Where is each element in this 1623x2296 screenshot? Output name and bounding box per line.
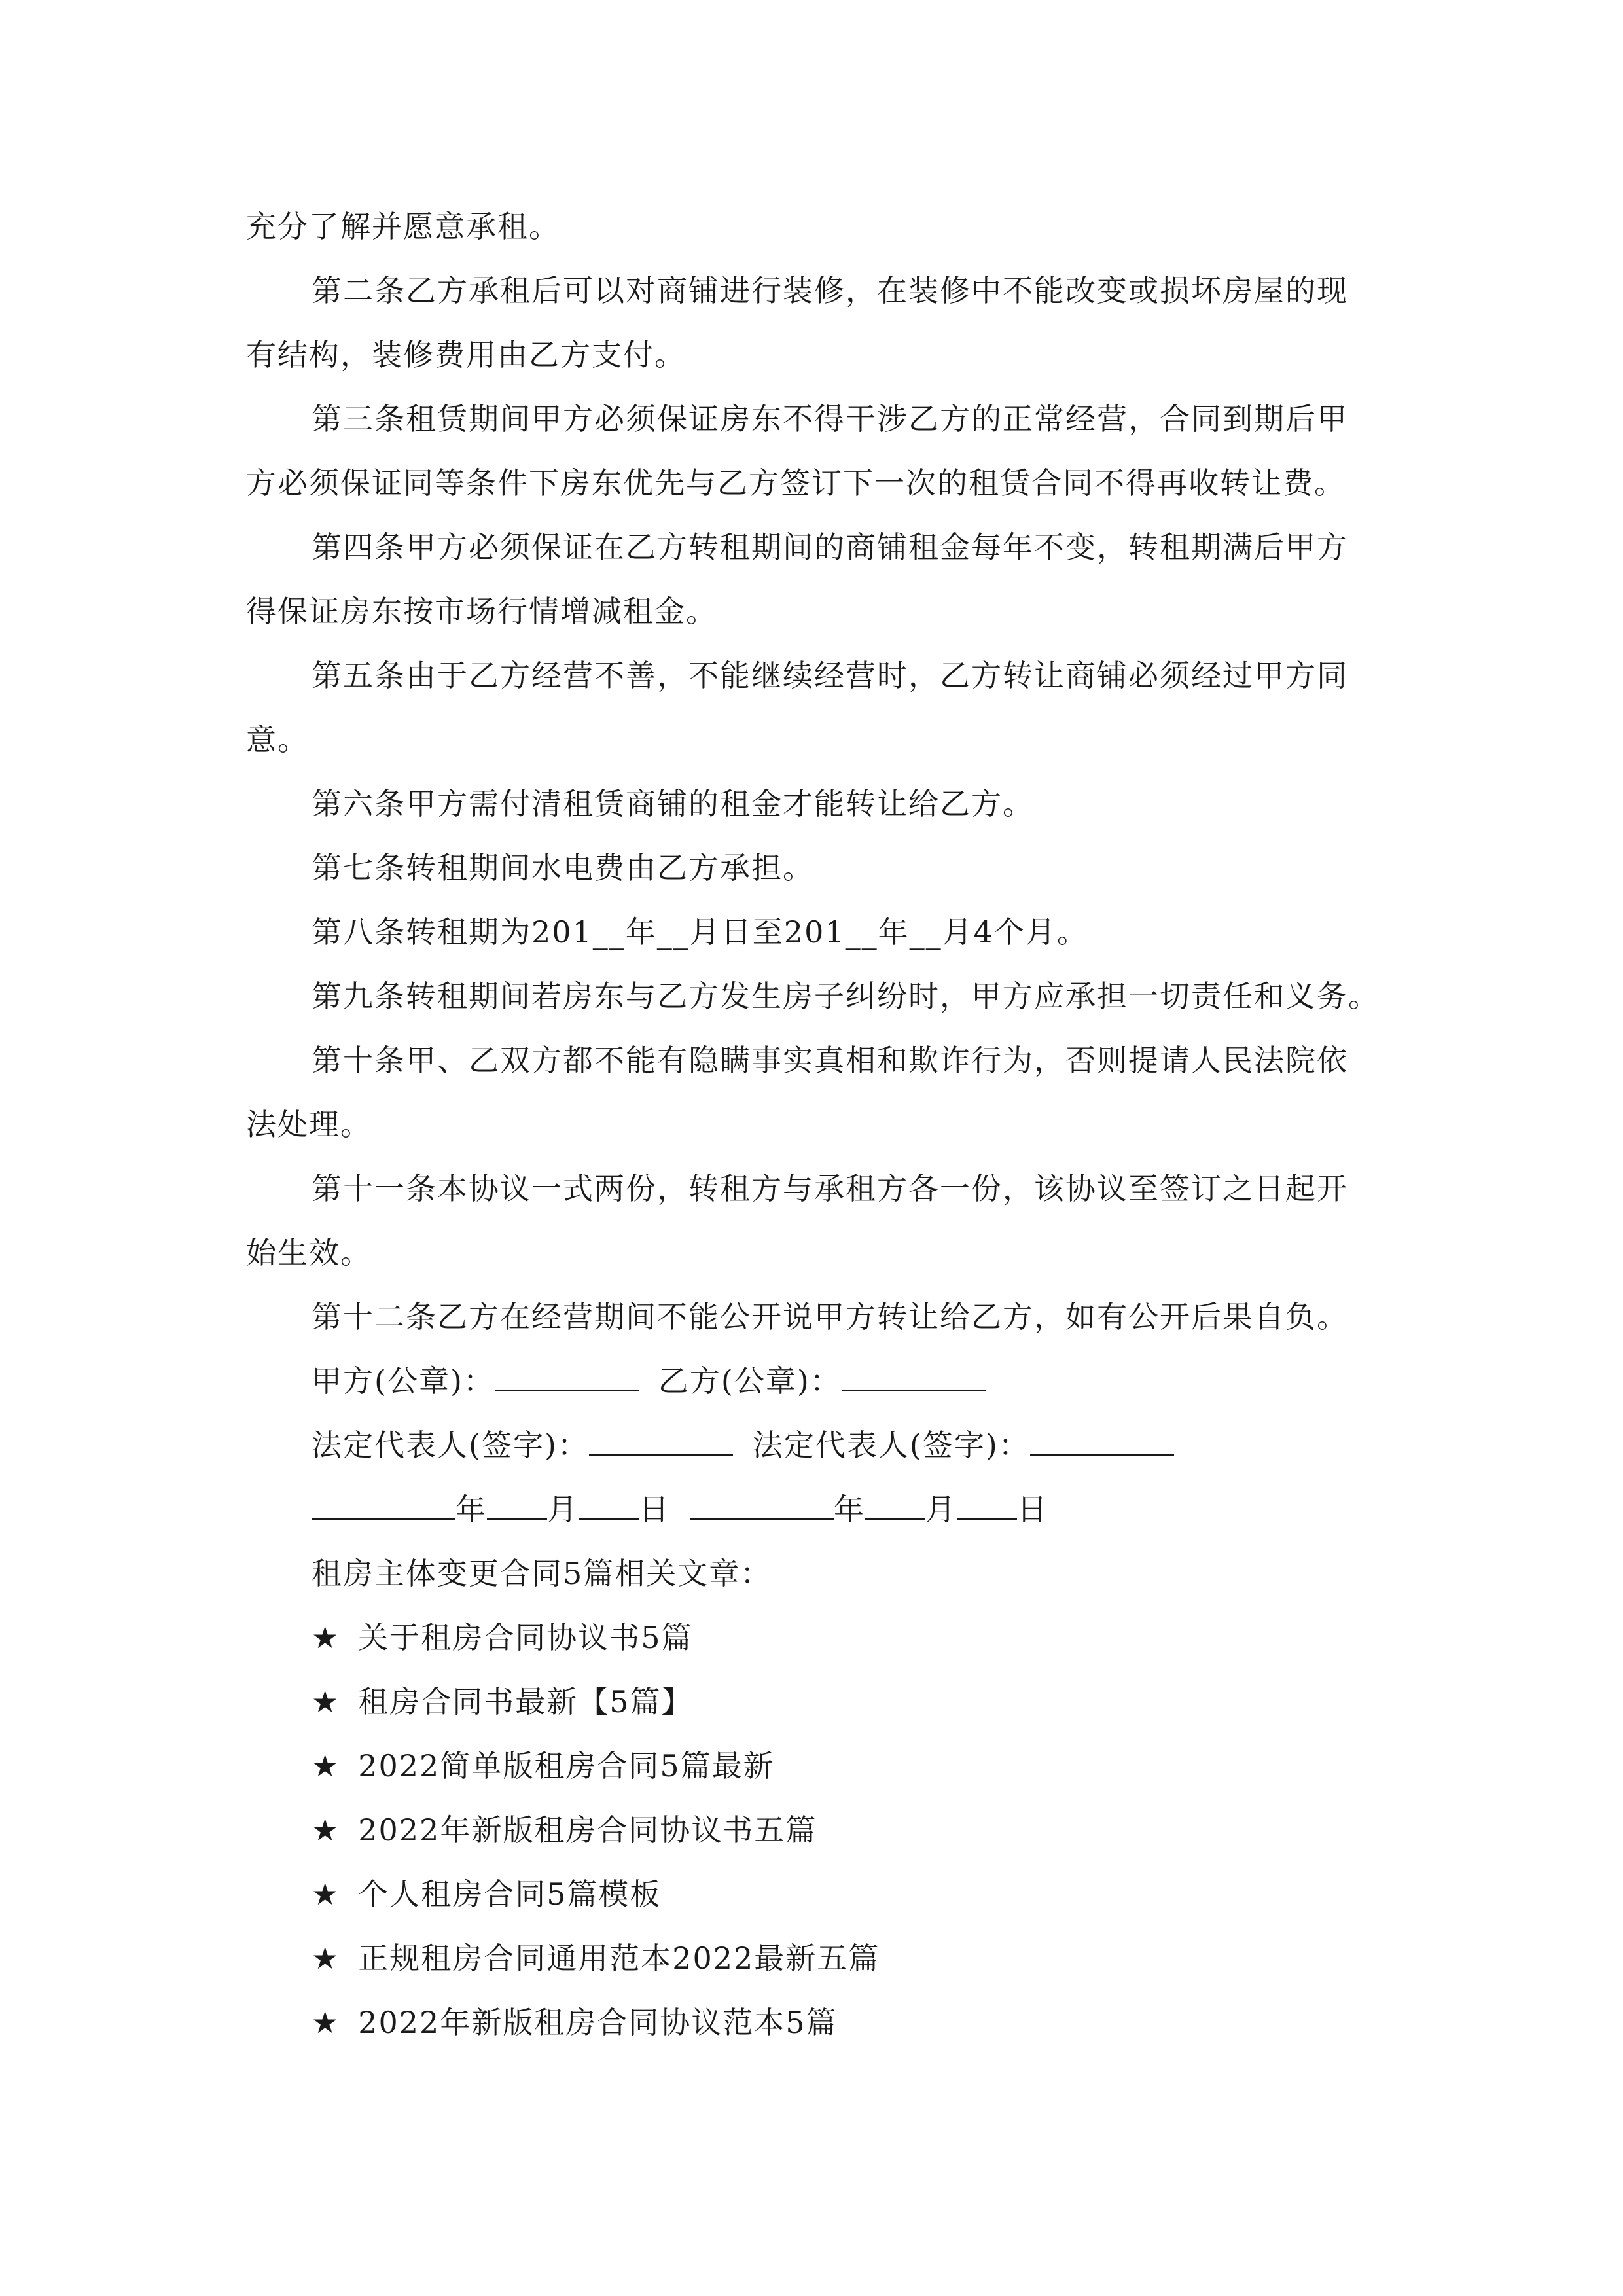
star-icon: ★ bbox=[312, 1876, 340, 1912]
clause-10-line-1: 第十条甲、乙双方都不能有隐瞒事实真相和欺诈行为，否则提请人民法院依 bbox=[312, 1043, 1348, 1078]
clause-11-line-1: 第十一条本协议一式两份，转租方与承租方各一份，该协议至签订之日起开 bbox=[312, 1171, 1348, 1206]
rep-a-label: 法定代表人(签字)： bbox=[312, 1427, 589, 1463]
date-b-month: 月 bbox=[925, 1492, 957, 1527]
related-link[interactable] bbox=[312, 1874, 662, 1914]
clause-7: 第七条转租期间水电费由乙方承担。 bbox=[312, 850, 814, 886]
clause-4-line-2: 得保证房东按市场行情增减租金。 bbox=[246, 594, 717, 629]
clause-11-line-2: 始生效。 bbox=[246, 1235, 372, 1270]
date-a-year-blank bbox=[312, 1490, 455, 1520]
star-icon: ★ bbox=[312, 1941, 340, 1976]
clause-10-line-2: 法处理。 bbox=[246, 1107, 372, 1142]
clause-12: 第十二条乙方在经营期间不能公开说甲方转让给乙方，如有公开后果自负。 bbox=[312, 1299, 1348, 1335]
related-link[interactable] bbox=[312, 2003, 838, 2042]
date-b-day: 日 bbox=[1017, 1492, 1048, 1527]
party-b-seal-label: 乙方(公章)： bbox=[658, 1363, 842, 1399]
date-b-year: 年 bbox=[834, 1492, 865, 1527]
party-b-seal-blank bbox=[842, 1361, 986, 1391]
date-b-year-blank bbox=[690, 1490, 834, 1520]
related-link-label[interactable]: 2022年新版租房合同协议范本5篇 bbox=[358, 2005, 838, 2040]
party-a-seal-label: 甲方(公章)： bbox=[312, 1363, 495, 1399]
star-icon: ★ bbox=[312, 1748, 340, 1784]
star-icon: ★ bbox=[312, 1620, 340, 1655]
related-heading: 租房主体变更合同5篇相关文章： bbox=[312, 1556, 772, 1591]
clause-4-line-1: 第四条甲方必须保证在乙方转租期间的商铺租金每年不变，转租期满后甲方 bbox=[312, 529, 1348, 565]
clause-2-line-1: 第二条乙方承租后可以对商铺进行装修，在装修中不能改变或损坏房屋的现 bbox=[312, 273, 1348, 308]
related-link-label[interactable]: 租房合同书最新【5篇】 bbox=[358, 1684, 693, 1719]
star-icon: ★ bbox=[312, 1812, 340, 1848]
date-row bbox=[312, 1490, 1048, 1529]
star-icon: ★ bbox=[312, 2005, 340, 2040]
related-link-label[interactable]: 个人租房合同5篇模板 bbox=[358, 1876, 662, 1912]
related-link-label[interactable]: 2022简单版租房合同5篇最新 bbox=[358, 1748, 775, 1784]
date-a-day: 日 bbox=[639, 1492, 670, 1527]
related-link[interactable] bbox=[312, 1746, 775, 1785]
rep-b-blank bbox=[1030, 1426, 1174, 1456]
rep-b-label: 法定代表人(签字)： bbox=[752, 1427, 1030, 1463]
related-link-label[interactable]: 关于租房合同协议书5篇 bbox=[358, 1620, 693, 1655]
rep-a-blank bbox=[589, 1426, 733, 1456]
related-link-label[interactable]: 2022年新版租房合同协议书五篇 bbox=[358, 1812, 817, 1848]
related-link-label[interactable]: 正规租房合同通用范本2022最新五篇 bbox=[358, 1941, 880, 1976]
related-link[interactable] bbox=[312, 1682, 693, 1721]
clause-8: 第八条转租期为201__年__月日至201__年__月4个月。 bbox=[312, 914, 1088, 950]
party-a-seal-blank bbox=[495, 1361, 639, 1391]
date-b-day-blank bbox=[957, 1490, 1017, 1520]
related-link[interactable] bbox=[312, 1939, 880, 1978]
related-link[interactable] bbox=[312, 1810, 817, 1850]
date-a-month: 月 bbox=[547, 1492, 579, 1527]
date-a-day-blank bbox=[579, 1490, 639, 1520]
clause-5-line-2: 意。 bbox=[246, 722, 309, 757]
clause-5-line-1: 第五条由于乙方经营不善，不能继续经营时，乙方转让商铺必须经过甲方同 bbox=[312, 658, 1348, 693]
clause-9: 第九条转租期间若房东与乙方发生房子纠纷时，甲方应承担一切责任和义务。 bbox=[312, 978, 1380, 1014]
clause-6: 第六条甲方需付清租赁商铺的租金才能转让给乙方。 bbox=[312, 786, 1034, 821]
clause-3-line-2: 方必须保证同等条件下房东优先与乙方签订下一次的租赁合同不得再收转让费。 bbox=[246, 465, 1346, 501]
related-link[interactable] bbox=[312, 1618, 693, 1657]
date-a-year: 年 bbox=[455, 1492, 487, 1527]
representative-row bbox=[312, 1426, 1174, 1465]
clause-3-line-1: 第三条租赁期间甲方必须保证房东不得干涉乙方的正常经营，合同到期后甲 bbox=[312, 401, 1348, 437]
star-icon: ★ bbox=[312, 1684, 340, 1719]
clause-2-line-2: 有结构，装修费用由乙方支付。 bbox=[246, 337, 686, 372]
paragraph-line: 充分了解并愿意承租。 bbox=[246, 209, 560, 244]
date-a-month-blank bbox=[487, 1490, 547, 1520]
seal-row bbox=[312, 1361, 986, 1401]
date-b-month-blank bbox=[865, 1490, 925, 1520]
